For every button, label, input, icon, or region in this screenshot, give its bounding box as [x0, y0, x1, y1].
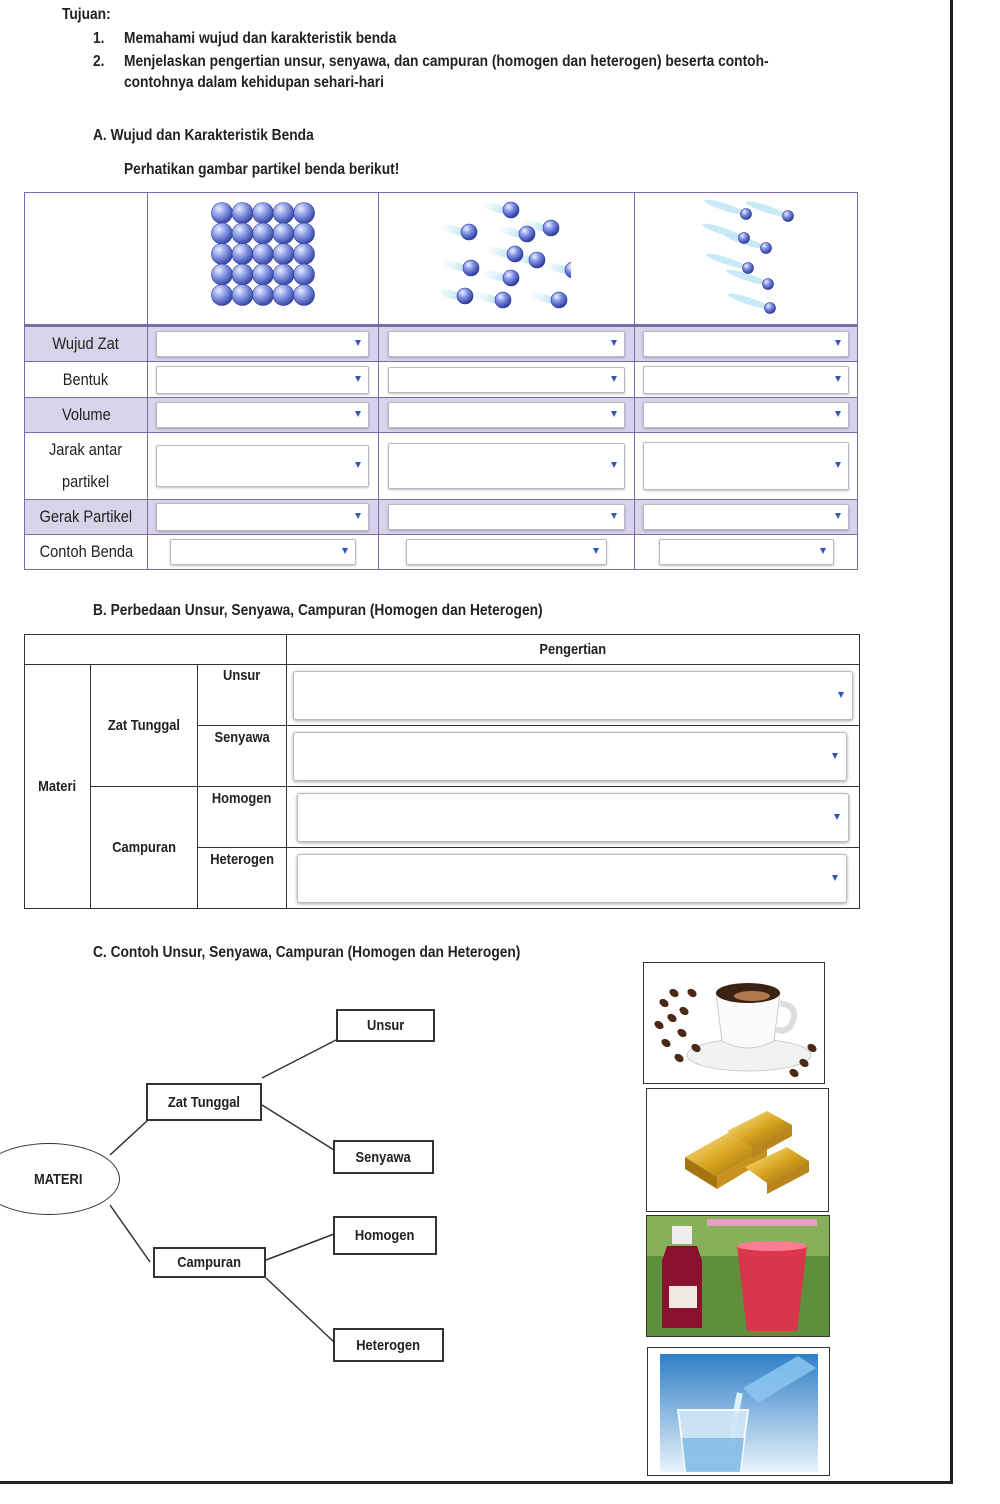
- dropdown-volume-solid[interactable]: [156, 402, 369, 428]
- dropdown-arrow-icon: [611, 462, 617, 468]
- dropdown-contoh-solid[interactable]: [170, 539, 356, 565]
- dropdown-arrow-icon: [611, 376, 617, 382]
- coffee-bean: [660, 1037, 672, 1049]
- solid-particle: [252, 203, 273, 224]
- particle-image-row: [25, 193, 858, 326]
- gas-particle: [739, 233, 750, 244]
- liquid-particle: [519, 226, 535, 242]
- solid-particle: [293, 203, 314, 224]
- senyawa-label: Senyawa: [214, 729, 270, 746]
- row-unsur: [25, 665, 860, 726]
- liquid-particles-icon: [441, 196, 571, 316]
- dropdown-arrow-icon: [832, 753, 838, 759]
- solid-particle: [211, 223, 232, 244]
- coffee-bean: [678, 1005, 690, 1017]
- line-materi-campuran: [110, 1205, 150, 1262]
- liquid-particle: [461, 224, 477, 240]
- line-materi-zat: [110, 1120, 148, 1155]
- empty-header-cell: [25, 635, 287, 665]
- solid-particle: [273, 285, 294, 306]
- materi-label: Materi: [38, 778, 77, 795]
- row-contoh-benda: [25, 535, 858, 570]
- solid-particle: [211, 203, 232, 224]
- dropdown-gerak-gas[interactable]: [643, 504, 849, 530]
- gas-particle: [761, 243, 772, 254]
- dropdown-wujud-liquid[interactable]: [388, 331, 625, 357]
- dropdown-arrow-icon: [355, 411, 361, 417]
- row-homogen: [25, 787, 860, 848]
- gas-particle: [743, 263, 754, 274]
- dropdown-jarak-liquid[interactable]: [388, 443, 625, 489]
- dropdown-arrow-icon: [611, 411, 617, 417]
- liquid-particle: [495, 292, 511, 308]
- red-drink-photo[interactable]: [646, 1215, 830, 1337]
- liquid-particle: [551, 292, 567, 308]
- dropdown-arrow-icon: [832, 875, 838, 881]
- dropdown-arrow-icon: [835, 462, 841, 468]
- coffee-bean: [676, 1027, 688, 1039]
- heterogen-node[interactable]: Heterogen: [333, 1328, 444, 1362]
- dropdown-arrow-icon: [355, 340, 361, 346]
- dropdown-arrow-icon: [355, 513, 361, 519]
- line-zat-senyawa: [262, 1105, 334, 1150]
- tujuan-num-2: 2.: [93, 53, 105, 70]
- liquid-particle: [503, 270, 519, 286]
- tujuan-heading: Tujuan:: [62, 6, 111, 23]
- solid-particle: [293, 285, 314, 306]
- dropdown-wujud-gas[interactable]: [643, 331, 849, 357]
- solid-particle: [232, 285, 253, 306]
- row-wujud-zat: [25, 326, 858, 362]
- dropdown-bentuk-liquid[interactable]: [388, 367, 625, 393]
- solid-particle: [252, 244, 273, 265]
- row-label: Contoh Benda: [39, 542, 133, 561]
- liquid-particle: [457, 288, 473, 304]
- dropdown-heterogen-definition[interactable]: [297, 854, 847, 903]
- homogen-node[interactable]: Homogen: [333, 1216, 437, 1255]
- row-label: [49, 434, 122, 498]
- coffee-bean: [788, 1067, 800, 1079]
- solid-particle: [232, 244, 253, 265]
- section-c-heading: C. Contoh Unsur, Senyawa, Campuran (Homogen dan Heterogen): [93, 944, 521, 961]
- section-a-heading: A. Wujud dan Karakteristik Benda: [93, 127, 314, 144]
- pengertian-header: Pengertian: [539, 641, 607, 658]
- row-label-line2: partikel: [62, 471, 110, 491]
- line-campuran-homogen: [266, 1234, 334, 1260]
- solid-particle: [273, 203, 294, 224]
- unsur-node[interactable]: Unsur: [336, 1009, 435, 1042]
- dropdown-arrow-icon: [835, 376, 841, 382]
- dropdown-arrow-icon: [834, 814, 840, 820]
- row-jarak-partikel: [25, 433, 858, 500]
- water-glass-photo[interactable]: [647, 1347, 830, 1476]
- zat-tunggal-node: Zat Tunggal: [146, 1083, 262, 1121]
- dropdown-gerak-liquid[interactable]: [388, 504, 625, 530]
- solid-particle: [232, 223, 253, 244]
- coffee-bean: [668, 987, 680, 999]
- line-campuran-heterogen: [266, 1278, 334, 1342]
- solid-particle: [252, 264, 273, 285]
- definition-header-row: [25, 635, 860, 665]
- solid-particle: [211, 244, 232, 265]
- dropdown-senyawa-definition[interactable]: [293, 732, 847, 781]
- campuran-node: Campuran: [153, 1247, 266, 1278]
- dropdown-jarak-solid[interactable]: [156, 445, 369, 487]
- campuran-label: Campuran: [112, 839, 176, 856]
- liquid-particle: [529, 252, 545, 268]
- dropdown-arrow-icon: [835, 411, 841, 417]
- dropdown-arrow-icon: [835, 340, 841, 346]
- homogen-label: Homogen: [212, 790, 272, 807]
- dropdown-bentuk-gas[interactable]: [643, 366, 849, 394]
- gas-image-cell: [635, 193, 858, 326]
- dropdown-arrow-icon: [820, 548, 826, 554]
- gas-particle: [783, 211, 794, 222]
- liquid-particle: [565, 262, 571, 278]
- empty-header-cell: [25, 193, 148, 326]
- solid-particle: [273, 264, 294, 285]
- row-label-line1: Jarak antar: [49, 439, 123, 459]
- coffee-bean: [686, 987, 698, 999]
- materi-node-label: MATERI: [33, 1170, 83, 1188]
- particle-table: [24, 192, 858, 570]
- dropdown-arrow-icon: [355, 376, 361, 382]
- gas-particle: [763, 279, 774, 290]
- solid-particle: [293, 244, 314, 265]
- section-a-instruction: Perhatikan gambar partikel benda berikut!: [124, 161, 400, 178]
- solid-particle: [273, 223, 294, 244]
- liquid-image-cell: [378, 193, 635, 326]
- heterogen-label: Heterogen: [210, 851, 274, 868]
- coffee-bean: [653, 1019, 665, 1031]
- solid-particle: [211, 285, 232, 306]
- coffee-bean: [673, 1052, 685, 1064]
- dropdown-wujud-solid[interactable]: [156, 331, 369, 357]
- dropdown-contoh-gas[interactable]: [659, 539, 834, 565]
- solid-particle: [293, 264, 314, 285]
- solid-particles-icon: [208, 201, 318, 311]
- solid-image-cell: [147, 193, 378, 326]
- solid-particle: [211, 264, 232, 285]
- definition-table: [24, 634, 860, 909]
- coffee-bean: [658, 997, 670, 1009]
- coffee-cup-photo[interactable]: [643, 962, 825, 1084]
- gas-particle: [765, 303, 776, 314]
- dropdown-homogen-definition[interactable]: [297, 793, 849, 842]
- gas-particles-icon: [686, 196, 806, 316]
- dropdown-arrow-icon: [838, 692, 844, 698]
- liquid-particle: [507, 246, 523, 262]
- row-label: Gerak Partikel: [39, 507, 133, 526]
- dropdown-arrow-icon: [835, 513, 841, 519]
- dropdown-arrow-icon: [611, 513, 617, 519]
- gold-bars-photo[interactable]: [646, 1088, 829, 1212]
- row-volume: [25, 398, 858, 433]
- solid-particle: [273, 244, 294, 265]
- row-gerak-partikel: [25, 500, 858, 535]
- liquid-particle: [503, 202, 519, 218]
- solid-particle: [232, 203, 253, 224]
- solid-particle: [293, 223, 314, 244]
- gas-particle: [741, 209, 752, 220]
- liquid-particle: [543, 220, 559, 236]
- row-label: Wujud Zat: [52, 334, 120, 353]
- line-zat-unsur: [262, 1040, 336, 1078]
- section-b-heading: B. Perbedaan Unsur, Senyawa, Campuran (Homogen dan Heterogen): [93, 602, 543, 619]
- liquid-particle: [463, 260, 479, 276]
- dropdown-arrow-icon: [342, 548, 348, 554]
- row-label: Volume: [61, 405, 111, 424]
- senyawa-node[interactable]: Senyawa: [333, 1140, 434, 1174]
- dropdown-unsur-definition[interactable]: [293, 671, 853, 720]
- unsur-label: Unsur: [223, 667, 261, 684]
- solid-particle: [252, 223, 273, 244]
- dropdown-arrow-icon: [355, 462, 361, 468]
- solid-particle: [232, 264, 253, 285]
- solid-particle: [252, 285, 273, 306]
- dropdown-arrow-icon: [611, 340, 617, 346]
- tujuan-num-1: 1.: [93, 30, 105, 47]
- dropdown-arrow-icon: [593, 548, 599, 554]
- coffee-bean: [666, 1012, 678, 1024]
- row-label: Bentuk: [63, 369, 109, 389]
- dropdown-volume-liquid[interactable]: [388, 402, 625, 428]
- dropdown-jarak-gas[interactable]: [643, 442, 849, 490]
- tujuan-item-2-cont: contohnya dalam kehidupan sehari-hari: [124, 74, 384, 91]
- row-bentuk: [25, 362, 858, 398]
- dropdown-volume-gas[interactable]: [643, 402, 849, 428]
- dropdown-gerak-solid[interactable]: [156, 503, 369, 531]
- tujuan-item-1: Memahami wujud dan karakteristik benda: [124, 30, 397, 47]
- dropdown-bentuk-solid[interactable]: [156, 366, 369, 394]
- dropdown-contoh-liquid[interactable]: [406, 539, 607, 565]
- zat-tunggal-label: Zat Tunggal: [107, 717, 181, 734]
- tujuan-item-2: Menjelaskan pengertian unsur, senyawa, dan campuran (homogen dan heterogen) beserta contoh-: [124, 53, 769, 70]
